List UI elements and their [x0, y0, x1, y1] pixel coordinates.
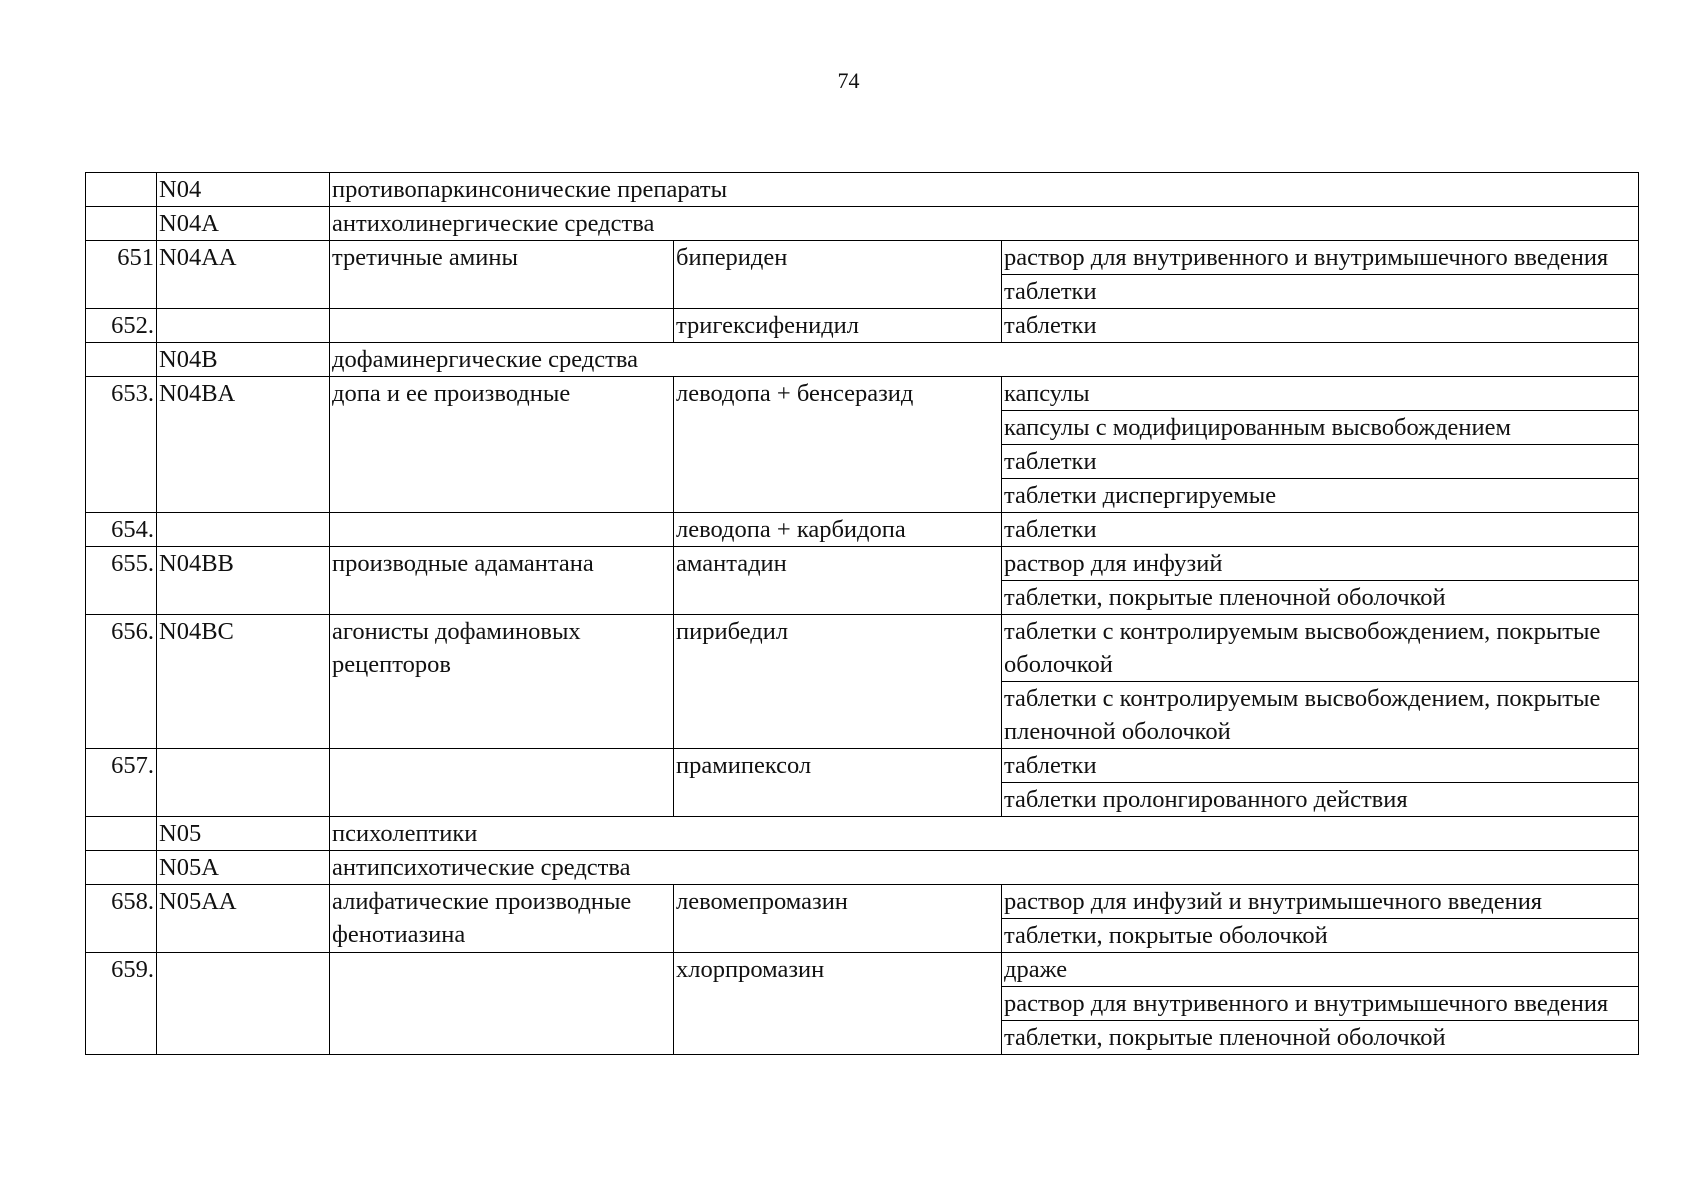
page-number: 74 [837, 68, 860, 93]
dosage-form: раствор для инфузий и внутримышечного введения [1002, 885, 1639, 919]
drug-name: амантадин [674, 547, 1002, 615]
dosage-form: раствор для внутривенного и внутримышечного введения [1002, 241, 1639, 275]
drug-table [85, 172, 1639, 1055]
drug-name: леводопа + карбидопа [674, 513, 1002, 547]
drug-row [86, 749, 1639, 783]
atc-code: N05A [157, 851, 330, 885]
atc-code: N04BB [157, 547, 330, 615]
row-number: 659. [86, 953, 157, 1055]
dosage-form: раствор для внутривенного и внутримышечного введения [1002, 987, 1639, 1021]
group-row [86, 851, 1639, 885]
row-number: 657. [86, 749, 157, 817]
drug-name: бипериден [674, 241, 1002, 309]
atc-code: N05 [157, 817, 330, 851]
dosage-form: таблетки с контролируемым высвобождением, покрытые оболочкой [1002, 615, 1639, 682]
dosage-form: таблетки, покрытые пленочной оболочкой [1002, 581, 1639, 615]
drug-row [86, 885, 1639, 919]
row-number: 651 [86, 241, 157, 309]
pharmacological-group: допа и ее производные [330, 377, 674, 513]
pharmacological-group [330, 749, 674, 817]
pharmacological-group: алифатические производные фенотиазина [330, 885, 674, 953]
row-number [86, 343, 157, 377]
dosage-form: таблетки диспергируемые [1002, 479, 1639, 513]
dosage-form: капсулы с модифицированным высвобождением [1002, 411, 1639, 445]
atc-code: N04 [157, 173, 330, 207]
dosage-form: таблетки, покрытые оболочкой [1002, 919, 1639, 953]
dosage-form: капсулы [1002, 377, 1639, 411]
row-number: 653. [86, 377, 157, 513]
drug-name: пирибедил [674, 615, 1002, 749]
dosage-form: таблетки [1002, 275, 1639, 309]
group-row [86, 817, 1639, 851]
drug-row [86, 377, 1639, 411]
drug-name: левомепромазин [674, 885, 1002, 953]
pharmacological-group [330, 953, 674, 1055]
atc-code: N04BA [157, 377, 330, 513]
dosage-form: таблетки [1002, 309, 1639, 343]
row-number: 656. [86, 615, 157, 749]
row-number [86, 173, 157, 207]
row-number: 658. [86, 885, 157, 953]
group-name: психолептики [330, 817, 1639, 851]
drug-name: хлорпромазин [674, 953, 1002, 1055]
drug-row [86, 615, 1639, 682]
group-row [86, 173, 1639, 207]
group-row [86, 207, 1639, 241]
dosage-form: таблетки пролонгированного действия [1002, 783, 1639, 817]
atc-code [157, 749, 330, 817]
atc-code: N04A [157, 207, 330, 241]
row-number: 655. [86, 547, 157, 615]
atc-code [157, 309, 330, 343]
dosage-form: таблетки с контролируемым высвобождением, покрытые пленочной оболочкой [1002, 682, 1639, 749]
drug-row [86, 547, 1639, 581]
atc-code [157, 513, 330, 547]
row-number [86, 817, 157, 851]
atc-code: N05AA [157, 885, 330, 953]
dosage-form: таблетки [1002, 513, 1639, 547]
row-number: 654. [86, 513, 157, 547]
group-name: антипсихотические средства [330, 851, 1639, 885]
atc-code: N04BC [157, 615, 330, 749]
pharmacological-group: агонисты дофаминовых рецепторов [330, 615, 674, 749]
atc-code: N04B [157, 343, 330, 377]
group-name: дофаминергические средства [330, 343, 1639, 377]
dosage-form: таблетки, покрытые пленочной оболочкой [1002, 1021, 1639, 1055]
group-name: противопаркинсонические препараты [330, 173, 1639, 207]
atc-code [157, 953, 330, 1055]
pharmacological-group [330, 513, 674, 547]
pharmacological-group: производные адамантана [330, 547, 674, 615]
atc-code: N04AA [157, 241, 330, 309]
drug-row [86, 953, 1639, 987]
pharmacological-group [330, 309, 674, 343]
row-number [86, 851, 157, 885]
dosage-form: таблетки [1002, 445, 1639, 479]
group-name: антихолинергические средства [330, 207, 1639, 241]
dosage-form: раствор для инфузий [1002, 547, 1639, 581]
drug-name: прамипексол [674, 749, 1002, 817]
row-number [86, 207, 157, 241]
dosage-form: драже [1002, 953, 1639, 987]
pharmacological-group: третичные амины [330, 241, 674, 309]
row-number: 652. [86, 309, 157, 343]
drug-row [86, 513, 1639, 547]
group-row [86, 343, 1639, 377]
drug-row [86, 241, 1639, 275]
drug-row [86, 309, 1639, 343]
drug-name: тригексифенидил [674, 309, 1002, 343]
dosage-form: таблетки [1002, 749, 1639, 783]
drug-name: леводопа + бенсеразид [674, 377, 1002, 513]
